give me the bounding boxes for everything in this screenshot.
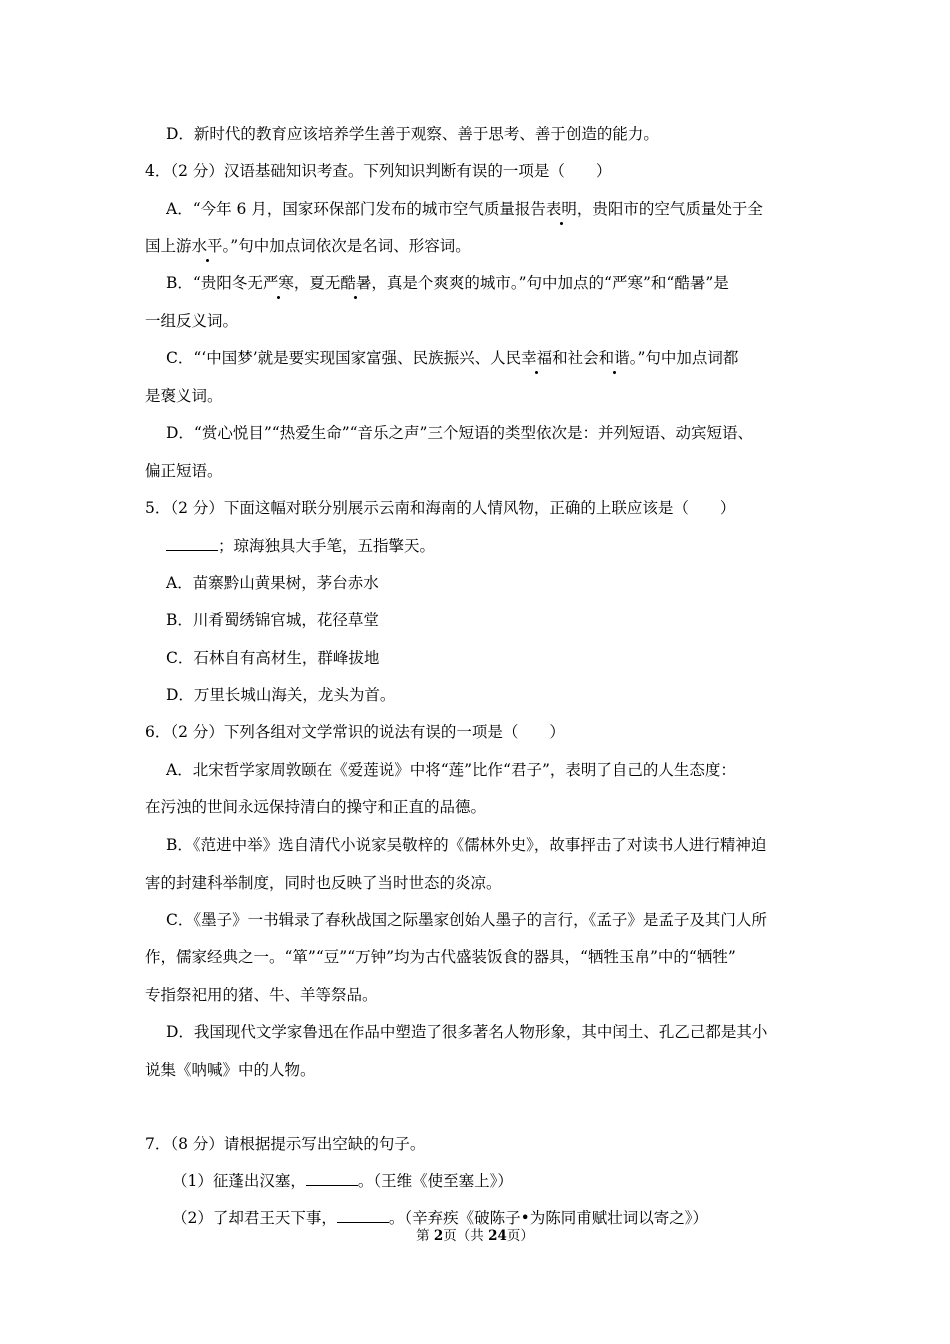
q4-option-b-line2: 一组反义词。 [145, 312, 239, 330]
q6-option-c-line1: C．《墨子》一书辑录了春秋战国之际墨家创始人墨子的言行，《孟子》是孟子及其门人所 [166, 911, 767, 929]
q4-option-a-line1: A．“今年 6 月，国家环保部门发布的城市空气质量报告表明，贵阳市的空气质量处于全 [166, 200, 763, 218]
q7-sentence-1: （1）征蓬出汉塞， 。（王维《使至塞上》） [172, 1172, 513, 1190]
emphasis-dot-text: 水平 [191, 237, 223, 255]
q7-stem: 7．（8 分）请根据提示写出空缺的句子。 [145, 1135, 426, 1153]
q4-option-c-line1: C．“‘中国梦’就是要实现国家富强、民族振兴、人民幸福和社会和谐。”句中加点词都 [166, 349, 739, 367]
q7-sentence-2: （2）了却君王天下事， 。（辛弃疾《破陈子•为陈同甫赋壮词以寄之》） [172, 1209, 709, 1227]
q6-option-d-line2: 说集《呐喊》中的人物。 [145, 1061, 316, 1079]
answer-blank [337, 1208, 389, 1223]
q6-option-b-line1: B．《范进中举》选自清代小说家吴敬梓的《儒林外史》，故事抨击了对读书人进行精神迫 [166, 836, 767, 854]
q3-option-d: D．新时代的教育应该培养学生善于观察、善于思考、善于创造的能力。 [166, 125, 659, 143]
q5-stem: 5．（2 分）下面这幅对联分别展示云南和海南的人情风物，正确的上联应该是（ ） [145, 499, 736, 517]
q4-option-c-line2: 是褒义词。 [145, 387, 223, 405]
page-footer: 第 2页（共 24页） [416, 1228, 534, 1244]
q4-option-b-line1: B．“贵阳冬无严寒，夏无酷暑，真是个爽爽的城市。”句中加点的“严寒”和“酷暑”是 [166, 274, 729, 292]
q4-option-d-line2: 偏正短语。 [145, 462, 223, 480]
q5-option-d: D．万里长城山海关，龙头为首。 [166, 686, 396, 704]
emphasis-dot-text: 和谐 [598, 349, 630, 367]
q5-option-a: A．苗寨黔山黄果树，茅台赤水 [166, 574, 379, 592]
q5-option-c: C．石林自有高材生，群峰拔地 [166, 649, 380, 667]
answer-blank [166, 536, 218, 551]
q6-option-c-line3: 专指祭祀用的猪、牛、羊等祭品。 [145, 986, 378, 1004]
q4-stem: 4．（2 分）汉语基础知识考查。下列知识判断有误的一项是（ ） [145, 162, 612, 180]
emphasis-dot-text: 严寒 [262, 274, 294, 292]
q6-option-c-line2: 作，儒家经典之一。“箪”“豆”“万钟”均为古代盛装饭食的器具，“牺牲玉帛”中的“牺牲” [145, 948, 736, 966]
q6-option-a-line2: 在污浊的世间永远保持清白的操守和正直的品德。 [145, 798, 487, 816]
q6-option-d-line1: D．我国现代文学家鲁迅在作品中塑造了很多著名人物形象，其中闰土、孔乙己都是其小 [166, 1023, 768, 1041]
q6-option-a-line1: A．北宋哲学家周敦颐在《爱莲说》中将“莲”比作“君子”，表明了自己的人生态度： [166, 761, 736, 779]
q5-couplet: ；琼海独具大手笔，五指擎天。 [166, 535, 435, 557]
emphasis-dot-text: 表明 [545, 200, 577, 218]
q5-option-b: B．川肴蜀绣锦官城，花径草堂 [166, 611, 379, 629]
q4-option-d-line1: D．“赏心悦目”“热爱生命”“音乐之声”三个短语的类型依次是：并列短语、动宾短语、 [166, 424, 753, 442]
current-page-number: 2 [433, 1228, 444, 1244]
q6-stem: 6．（2 分）下列各组对文学常识的说法有误的一项是（ ） [145, 723, 565, 741]
emphasis-dot-text: 幸福 [521, 349, 553, 367]
answer-blank [306, 1171, 358, 1186]
q6-option-b-line2: 害的封建科举制度，同时也反映了当时世态的炎凉。 [145, 874, 502, 892]
emphasis-dot-text: 酷暑 [340, 274, 372, 292]
total-pages: 24 [488, 1228, 507, 1244]
q4-option-a-line2: 国上游水平。”句中加点词依次是名词、形容词。 [145, 237, 471, 255]
